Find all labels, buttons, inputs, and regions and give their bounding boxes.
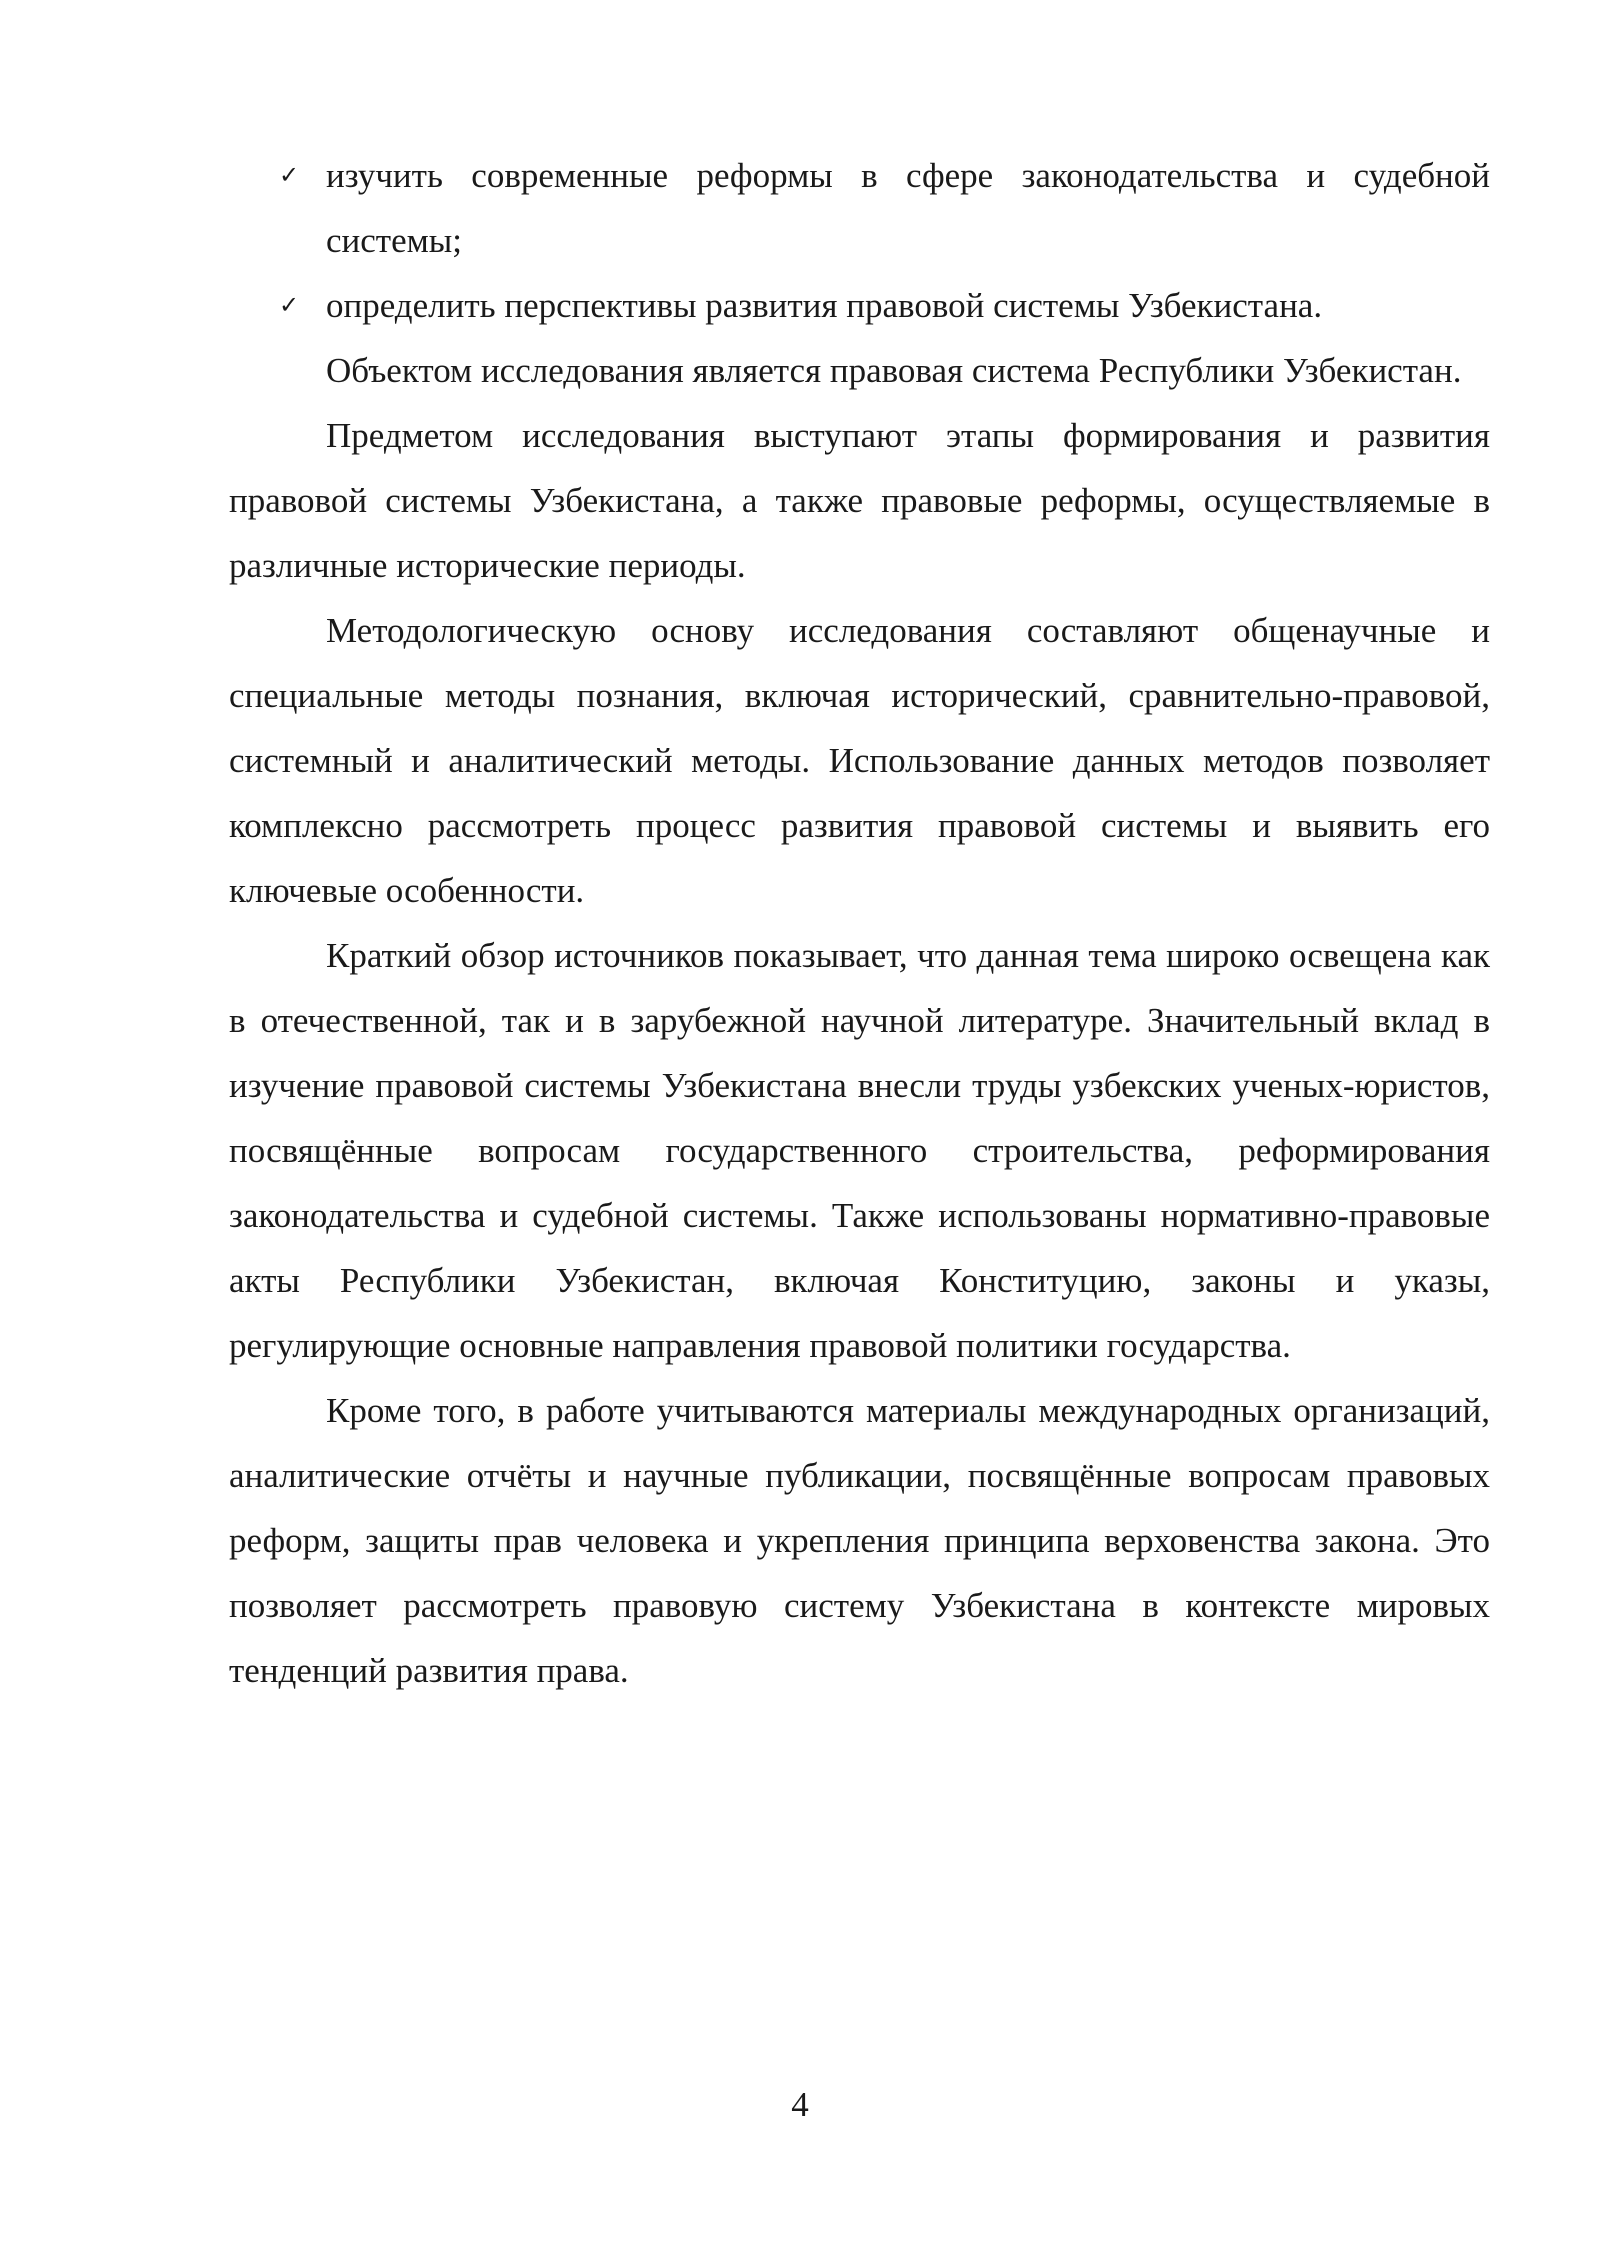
paragraph-methodology: Методологическую основу исследования составляют общенаучные и специальные методы познания, включая исторический, сравнительно-правовой, системный и аналитический методы. Использование данных методов позволяет комплексно рассмотреть процесс развития правовой системы и выявить его ключевые особенности. bbox=[229, 611, 1490, 910]
list-item-text: определить перспективы развития правовой системы Узбекистана. bbox=[326, 286, 1323, 325]
list-item-text: изучить современные реформы в сфере законодательства и судебной системы; bbox=[326, 156, 1490, 260]
check-icon: ✓ bbox=[279, 291, 300, 319]
task-list bbox=[229, 143, 1490, 338]
page-body bbox=[229, 143, 1490, 1703]
page-number: 4 bbox=[791, 2085, 809, 2124]
paragraph-materials: Кроме того, в работе учитываются материалы международных организаций, аналитические отчёты и научные публикации, посвящённые вопросам правовых реформ, защиты прав человека и укрепления принципа верховенства закона. Это позволяет рассмотреть правовую систему Узбекистана в контексте мировых тенденций развития права. bbox=[229, 1391, 1490, 1690]
paragraph-object: Объектом исследования является правовая система Республики Узбекистан. bbox=[326, 351, 1462, 390]
list-item bbox=[229, 273, 1490, 338]
paragraph-subject: Предметом исследования выступают этапы формирования и развития правовой системы Узбекистана, а также правовые реформы, осуществляемые в различные исторические периоды. bbox=[229, 416, 1490, 585]
list-item bbox=[229, 143, 1490, 273]
check-icon: ✓ bbox=[279, 161, 300, 189]
paragraph-sources: Краткий обзор источников показывает, что данная тема широко освещена как в отечественной, так и в зарубежной научной литературе. Значительный вклад в изучение правовой системы Узбекистана внесли труды узбекских ученых-юристов, посвящённые вопросам государственного строительства, реформирования законодательства и судебной системы. Также использованы нормативно-правовые акты Республики Узбекистан, включая Конституцию, законы и указы, регулирующие основные направления правовой политики государства. bbox=[229, 936, 1490, 1365]
